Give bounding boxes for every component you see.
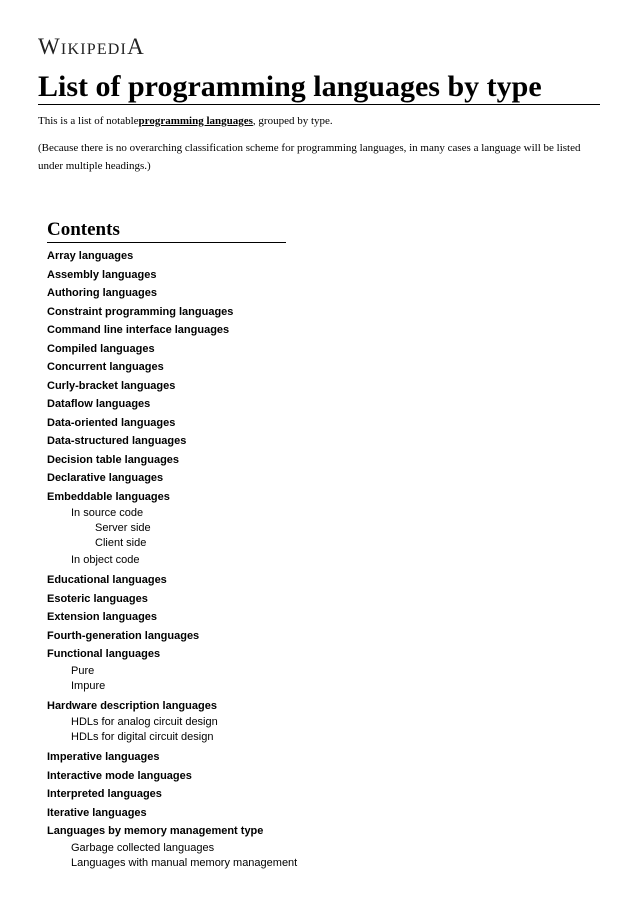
toc-sublist [47, 715, 447, 748]
toc-item-functional-languages [47, 645, 447, 697]
toc-item-hdls-for-digital-circuit-design [71, 730, 447, 745]
toc-link-interpreted-languages[interactable]: Interpreted languages [47, 788, 162, 800]
toc-link-garbage-collected-languages[interactable]: Garbage collected languages [71, 841, 215, 854]
toc-link-hardware-description-languages[interactable]: Hardware description languages [47, 699, 217, 712]
toc-item-data-structured-languages [47, 432, 447, 451]
toc-item-data-oriented-languages [47, 414, 447, 433]
toc-link-hdls-for-analog-circuit-design[interactable]: HDLs for analog circuit design [71, 716, 218, 728]
toc-link-authoring-languages[interactable]: Authoring languages [47, 287, 157, 299]
toc-item-pure [71, 664, 447, 679]
toc-link-imperative-languages[interactable]: Imperative languages [47, 751, 160, 763]
toc-item-interactive-mode-languages [47, 767, 447, 786]
toc-link-constraint-programming-languages[interactable]: Constraint programming languages [47, 305, 234, 318]
toc-item-server-side [95, 521, 447, 536]
toc-item-impure [71, 679, 447, 694]
toc-link-hdls-for-digital-circuit-design[interactable]: HDLs for digital circuit design [71, 731, 214, 743]
toc-item-in-source-code [71, 506, 447, 553]
toc-link-impure[interactable]: Impure [71, 679, 106, 692]
toc-item-declarative-languages [47, 469, 447, 488]
toc-link-functional-languages[interactable]: Functional languages [47, 648, 161, 660]
toc-item-command-line-interface-languages [47, 321, 447, 340]
toc-item-in-object-code [71, 553, 447, 568]
toc-link-client-side[interactable]: Client side [95, 537, 147, 549]
logo-first-letter: W [38, 34, 61, 59]
toc-item-fourth-generation-languages [47, 627, 447, 646]
toc-link-decision-table-languages[interactable]: Decision table languages [47, 453, 180, 466]
toc-link-declarative-languages[interactable]: Declarative languages [47, 472, 164, 484]
toc-link-assembly-languages[interactable]: Assembly languages [47, 268, 157, 281]
intro-paragraph-2: (Because there is no overarching classification scheme for programming languages, in many cases a language will be listed under multiple headings.) [38, 142, 581, 172]
contents-list [47, 247, 447, 874]
toc-link-in-object-code[interactable]: In object code [71, 554, 140, 566]
toc-item-esoteric-languages [47, 590, 447, 609]
toc-link-extension-languages[interactable]: Extension languages [47, 611, 158, 623]
toc-link-pure[interactable]: Pure [71, 664, 95, 677]
toc-sublist [47, 664, 447, 697]
toc-link-command-line-interface-languages[interactable]: Command line interface languages [47, 324, 230, 336]
logo-last-letter: A [127, 34, 145, 59]
toc-link-iterative-languages[interactable]: Iterative languages [47, 806, 147, 819]
toc-link-embeddable-languages[interactable]: Embeddable languages [47, 490, 170, 503]
toc-link-in-source-code[interactable]: In source code [71, 507, 144, 519]
toc-item-decision-table-languages [47, 451, 447, 470]
toc-link-data-oriented-languages[interactable]: Data-oriented languages [47, 416, 176, 429]
toc-item-hdls-for-analog-circuit-design [71, 715, 447, 730]
toc-item-authoring-languages [47, 284, 447, 303]
toc-sublist [47, 506, 447, 571]
toc-link-dataflow-languages[interactable]: Dataflow languages [47, 398, 151, 410]
toc-link-concurrent-languages[interactable]: Concurrent languages [47, 361, 164, 373]
toc-link-fourth-generation-languages[interactable]: Fourth-generation languages [47, 629, 200, 642]
toc-link-interactive-mode-languages[interactable]: Interactive mode languages [47, 769, 192, 782]
intro-section [38, 112, 603, 184]
toc-link-languages-by-memory-management-type[interactable]: Languages by memory management type [47, 825, 264, 837]
toc-item-extension-languages [47, 608, 447, 627]
logo-middle: IKIPEDI [60, 41, 128, 58]
toc-item-array-languages [47, 247, 447, 266]
toc-item-dataflow-languages [47, 395, 447, 414]
intro-paragraph-1 [38, 112, 603, 130]
toc-link-languages-with-manual-memory-management[interactable]: Languages with manual memory management [71, 856, 298, 869]
toc-item-curly-bracket-languages [47, 377, 447, 396]
toc-item-languages-by-memory-management-type [47, 822, 447, 874]
toc-item-concurrent-languages [47, 358, 447, 377]
toc-item-assembly-languages [47, 266, 447, 285]
toc-link-compiled-languages[interactable]: Compiled languages [47, 342, 155, 355]
toc-item-languages-with-manual-memory-management [71, 856, 447, 871]
toc-item-garbage-collected-languages [71, 841, 447, 856]
page-title: List of programming languages by type [38, 70, 600, 105]
toc-link-server-side[interactable]: Server side [95, 522, 151, 534]
toc-sublist [71, 521, 447, 553]
toc-item-interpreted-languages [47, 785, 447, 804]
wikipedia-logo [38, 34, 145, 60]
intro-text-after: , grouped by type. [252, 115, 333, 127]
toc-item-constraint-programming-languages [47, 303, 447, 322]
toc-link-esoteric-languages[interactable]: Esoteric languages [47, 592, 148, 605]
toc-link-data-structured-languages[interactable]: Data-structured languages [47, 435, 187, 447]
toc-item-embeddable-languages [47, 488, 447, 572]
toc-link-curly-bracket-languages[interactable]: Curly-bracket languages [47, 379, 176, 392]
toc-sublist [47, 841, 447, 874]
toc-item-iterative-languages [47, 804, 447, 823]
toc-item-client-side [95, 536, 447, 551]
toc-item-educational-languages [47, 571, 447, 590]
toc-item-imperative-languages [47, 748, 447, 767]
contents-title: Contents [47, 218, 286, 243]
programming-languages-link[interactable]: programming languages [138, 115, 253, 127]
toc-item-hardware-description-languages [47, 697, 447, 749]
toc-link-educational-languages[interactable]: Educational languages [47, 574, 167, 586]
toc-link-array-languages[interactable]: Array languages [47, 250, 134, 262]
toc-item-compiled-languages [47, 340, 447, 359]
intro-text-before: This is a list of notable [38, 115, 139, 127]
